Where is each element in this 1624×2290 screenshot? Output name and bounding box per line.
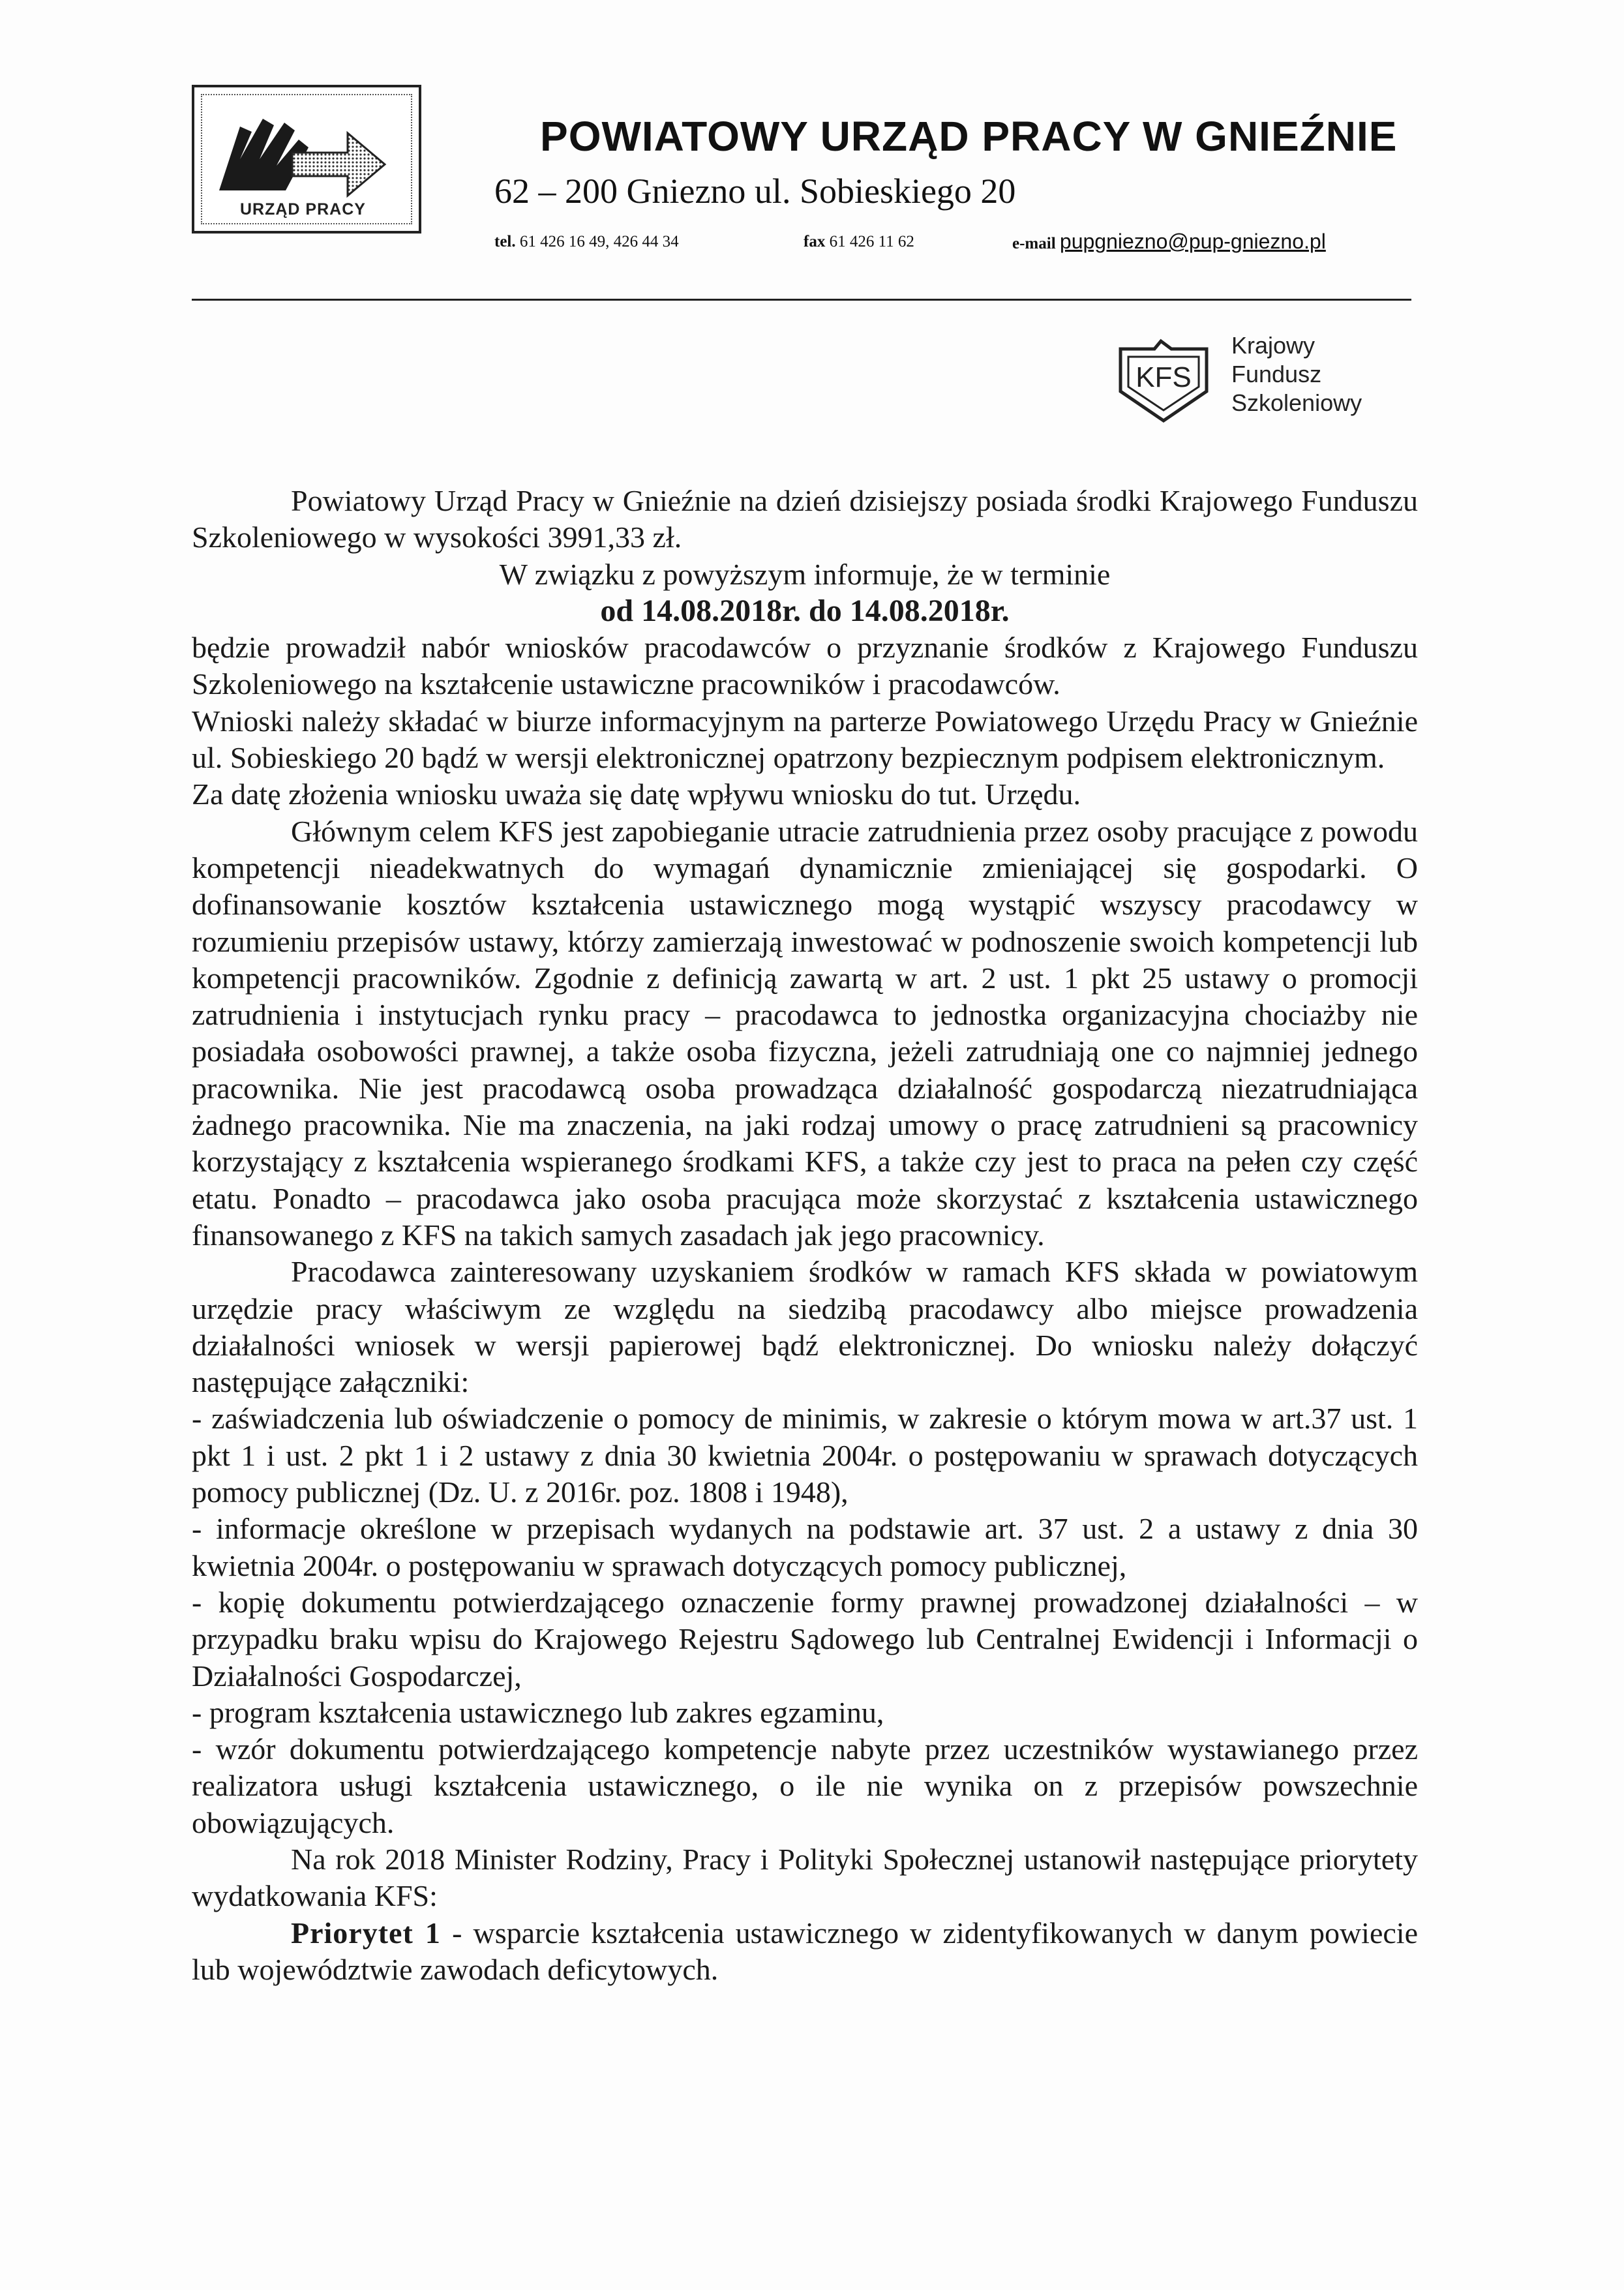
funds-paragraph: Powiatowy Urząd Pracy w Gnieźnie na dzień dzisiejszy posiada środki Krajowego Funduszu Szkoleniowego w wysokości 3991,33 zł. xyxy=(192,484,1418,554)
application-paragraph: Pracodawca zainteresowany uzyskaniem środków w ramach KFS składa w powiatowym urzędzie pracy właściwym ze względu na siedzibą pracodawcy albo miejsce prowadzenia działalności wniosek w wersji papierowej bądź elektronicznej. Do wniosku należy dołączyć następujące załączniki: xyxy=(192,1255,1418,1399)
organization-name: POWIATOWY URZĄD PRACY W GNIEŹNIE xyxy=(540,113,1398,160)
email-link[interactable]: pupgniezno@pup-gniezno.pl xyxy=(1059,230,1326,253)
term-intro: W związku z powyższym informuje, że w terminie xyxy=(499,557,1111,591)
phone-value: 61 426 16 49, 426 44 34 xyxy=(519,233,679,250)
priority-1-paragraph xyxy=(192,1915,1418,1989)
priority-1-label: Priorytet 1 xyxy=(291,1916,441,1950)
fax-label: fax xyxy=(804,233,826,250)
attachment-item: - kopię dokumentu potwierdzającego oznaczenie formy prawnej prowadzonej działalności – w przypadku braku wpisu do Krajowego Rejestru Sądowego lub Centralnej Ewidencji i Informacji o Działalności Gospodarczej, xyxy=(192,1585,1418,1693)
urzad-pracy-logo xyxy=(192,85,421,234)
hands-arrow-icon xyxy=(214,113,403,198)
attachment-item: - informacje określone w przepisach wydanych na podstawie art. 37 ust. 2 a ustawy z dnia 30 kwietnia 2004r. o postępowaniu w sprawach dotyczących pomocy publicznej, xyxy=(192,1512,1418,1582)
submission-date-paragraph: Za datę złożenia wniosku uważa się datę wpływu wniosku do tut. Urzędu. xyxy=(192,777,1081,811)
email-label: e-mail xyxy=(1012,235,1056,252)
attachment-item: - zaświadczenia lub oświadczenie o pomocy de minimis, w zakresie o którym mowa w art.37 ust. 1 pkt 1 i ust. 2 pkt 1 i 2 ustawy z dnia 30 kwietnia 2004r. o postępowaniu w sprawach dotyczących pomocy publicznej (Dz. U. z 2016r. poz. 1808 i 1948), xyxy=(192,1402,1418,1509)
kfs-goal-paragraph: Głównym celem KFS jest zapobieganie utracie zatrudnienia przez osoby pracujące z powodu kompetencji nieadekwatnych do wymagań dynamicznie zmieniającej się gospodarki. O dofinansowanie kosztów kształcenia ustawicznego mogą wystąpić wszyscy pracodawcy w rozumieniu przepisów ustawy, którzy zamierzają inwestować w podnoszenie swoich kompetencji lub kompetencji pracowników. Zgodnie z definicją zawartą w art. 2 ust. 1 pkt 25 ustawy o promocji zatrudnienia i instytucjach rynku pracy – pracodawca to jednostka organizacyjna chociażby nie posiadała osobowości prawnej, a także osoba fizyczna, jeżeli zatrudniają one co najmniej jednego pracownika. Nie jest pracodawcą osoba prowadząca działalność gospodarczą niezatrudniająca żadnego pracownika. Nie ma znaczenia, na jaki rodzaj umowy o pracę zatrudnieni są pracownicy korzystający z kształcenia wspieranego środkami KFS, a także czy jest to praca na pełen czy część etatu. Ponadto – pracodawca jako osoba pracująca może skorzystać z kształcenia ustawicznego finansowanego z KFS na takich samych zasadach jak jego pracownicy. xyxy=(192,814,1418,1252)
recruitment-paragraph: będzie prowadził nabór wniosków pracodawców o przyznanie środków z Krajowego Funduszu Szkoleniowego na kształcenie ustawiczne pracowników i pracodawców. xyxy=(192,631,1418,701)
priorities-paragraph: Na rok 2018 Minister Rodziny, Pracy i Polityki Społecznej ustanowił następujące priorytety wydatkowania KFS: xyxy=(192,1842,1418,1913)
fax-value: 61 426 11 62 xyxy=(829,233,914,250)
phone-contact xyxy=(494,233,679,251)
priority-1-text: - wsparcie kształcenia ustawicznego w zidentyfikowanych w danym powiecie lub województwie zawodach deficytowych. xyxy=(192,1916,1418,1986)
submission-paragraph: Wnioski należy składać w biurze informacyjnym na parterze Powiatowego Urzędu Pracy w Gnieźnie ul. Sobieskiego 20 bądź w wersji elektronicznej opatrzony bezpiecznym podpisem elektronicznym. xyxy=(192,704,1418,775)
recruitment-dates: od 14.08.2018r. do 14.08.2018r. xyxy=(600,593,1010,628)
kfs-abbr: KFS xyxy=(1135,361,1192,393)
kfs-name-line1: Krajowy xyxy=(1231,332,1316,359)
attachment-item: - wzór dokumentu potwierdzającego kompetencje nabyte przez uczestników wystawianego przez realizatora usługi kształcenia ustawicznego, o ile nie wynika on z przepisów powszechnie obowiązujących. xyxy=(192,1732,1418,1839)
fax-contact xyxy=(804,233,914,251)
kfs-name-line2: Fundusz xyxy=(1231,361,1322,387)
kfs-name xyxy=(1231,331,1362,417)
phone-label: tel. xyxy=(494,233,516,250)
attachment-item: - program kształcenia ustawicznego lub zakres egzaminu, xyxy=(192,1695,884,1729)
announcement-body xyxy=(192,483,1418,1988)
logo-caption: URZĄD PRACY xyxy=(240,200,366,218)
kfs-logo-icon xyxy=(1109,329,1239,434)
kfs-name-line3: Szkoleniowy xyxy=(1231,389,1362,416)
email-contact xyxy=(1012,230,1326,254)
header-divider xyxy=(192,299,1411,301)
organization-address: 62 – 200 Gniezno ul. Sobieskiego 20 xyxy=(494,172,1016,211)
